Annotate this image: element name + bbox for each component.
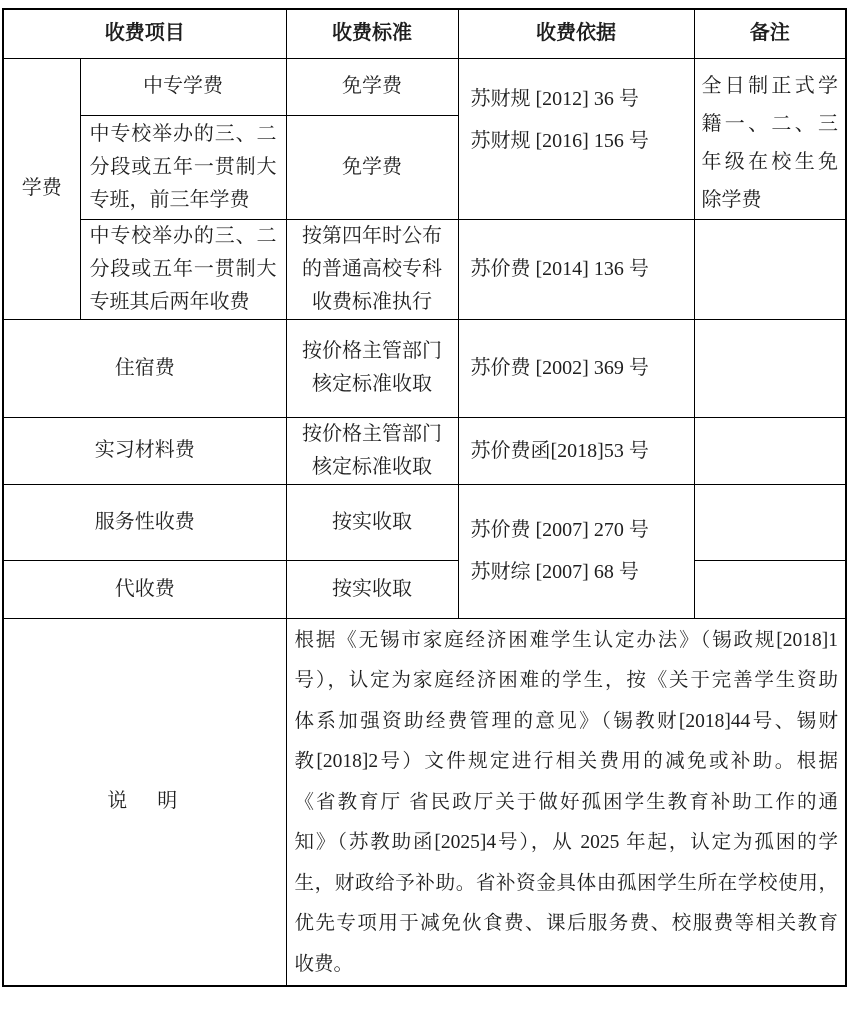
note-line: 生，财政给予补助。省补资金具体由孤困学生所在学校使用， [294, 872, 838, 894]
basis-line: 苏价费 [2014] 136 号 [470, 258, 649, 280]
cell-standard-free-1: 免学费 [286, 58, 458, 116]
cell-basis-accommodation [458, 319, 694, 417]
cell-standard-collection-fee: 按实收取 [286, 560, 458, 618]
header-remark: 备注 [694, 9, 846, 58]
cell-remark-empty [694, 484, 846, 560]
basis-line: 苏价费函[2018]53 号 [470, 439, 649, 462]
cell-item-accommodation: 住宿费 [3, 319, 286, 417]
basis-line: 苏财规 [2016] 156 号 [470, 129, 649, 152]
cell-standard-free-2: 免学费 [286, 116, 458, 219]
fee-table [2, 8, 847, 987]
basis-line: 苏财规 [2012] 36 号 [470, 87, 639, 110]
header-fee-standard: 收费标准 [286, 9, 458, 58]
note-line: 号），认定为家庭经济困难的学生，按《关于完善学生资助 [294, 670, 838, 691]
cell-standard-service-fee: 按实收取 [286, 484, 458, 560]
note-line: 收费。 [294, 953, 354, 975]
cell-standard-college-rate: 按第四年时公布的普通高校专科收费标准执行 [286, 219, 458, 319]
cell-standard-practice-materials: 按价格主管部门核定标准收取 [286, 417, 458, 484]
cell-item-practice-materials: 实习材料费 [3, 417, 286, 484]
table-row-tuition-1 [3, 58, 846, 116]
table-row-note [3, 618, 846, 986]
table-row-tuition-3 [3, 219, 846, 319]
cell-basis-practice-materials [458, 417, 694, 484]
group-cell-tuition: 学费 [3, 58, 80, 319]
basis-line: 苏价费 [2007] 270 号 [470, 519, 649, 541]
note-line: 根据《无锡市家庭经济困难学生认定办法》（锡政规[2018]1 [294, 629, 838, 651]
note-line: 《省教育厅 省民政厅关于做好孤困学生教育补助工作的通 [294, 791, 838, 813]
cell-remark-empty [694, 319, 846, 417]
cell-item-service-fee: 服务性收费 [3, 484, 286, 560]
note-label-cell: 说 明 [3, 618, 286, 986]
cell-item-first-three-years: 中专校举办的三、二分段或五年一贯制大专班，前三年学费 [80, 116, 286, 219]
note-line: 优先专项用于减免伙食费、课后服务费、校服费等相关教育 [294, 913, 838, 934]
note-line: 知》（苏教助函[2025]4号），从 2025 年起，认定为孤困的学 [294, 832, 838, 853]
header-fee-item: 收费项目 [3, 9, 286, 58]
note-content-cell [286, 618, 846, 986]
cell-standard-accommodation: 按价格主管部门核定标准收取 [286, 319, 458, 417]
basis-line: 苏价费 [2002] 369 号 [470, 357, 649, 379]
table-row-accommodation [3, 319, 846, 417]
note-line: 体系加强资助经费管理的意见》（锡教财[2018]44号、锡财 [294, 710, 838, 732]
cell-remark-empty [694, 417, 846, 484]
cell-item-last-two-years: 中专校举办的三、二分段或五年一贯制大专班其后两年收费 [80, 219, 286, 319]
cell-basis-service-collection [458, 484, 694, 618]
cell-basis-row-3 [458, 219, 694, 319]
table-row-service-fee [3, 484, 846, 560]
cell-remark-empty [694, 219, 846, 319]
cell-item-zhongzhuan-tuition: 中专学费 [80, 58, 286, 116]
cell-basis-rows-1-2 [458, 58, 694, 219]
table-row-practice-materials [3, 417, 846, 484]
cell-remark-rows-1-2: 全日制正式学籍一、二、三年级在校生免除学费 [694, 58, 846, 219]
header-row [3, 9, 846, 58]
header-fee-basis: 收费依据 [458, 9, 694, 58]
table-row-collection-fee [3, 560, 846, 618]
basis-line: 苏财综 [2007] 68 号 [470, 561, 639, 583]
cell-item-collection-fee: 代收费 [3, 560, 286, 618]
cell-remark-empty [694, 560, 846, 618]
note-line: 教[2018]2号）文件规定进行相关费用的减免或补助。根据 [294, 751, 838, 772]
